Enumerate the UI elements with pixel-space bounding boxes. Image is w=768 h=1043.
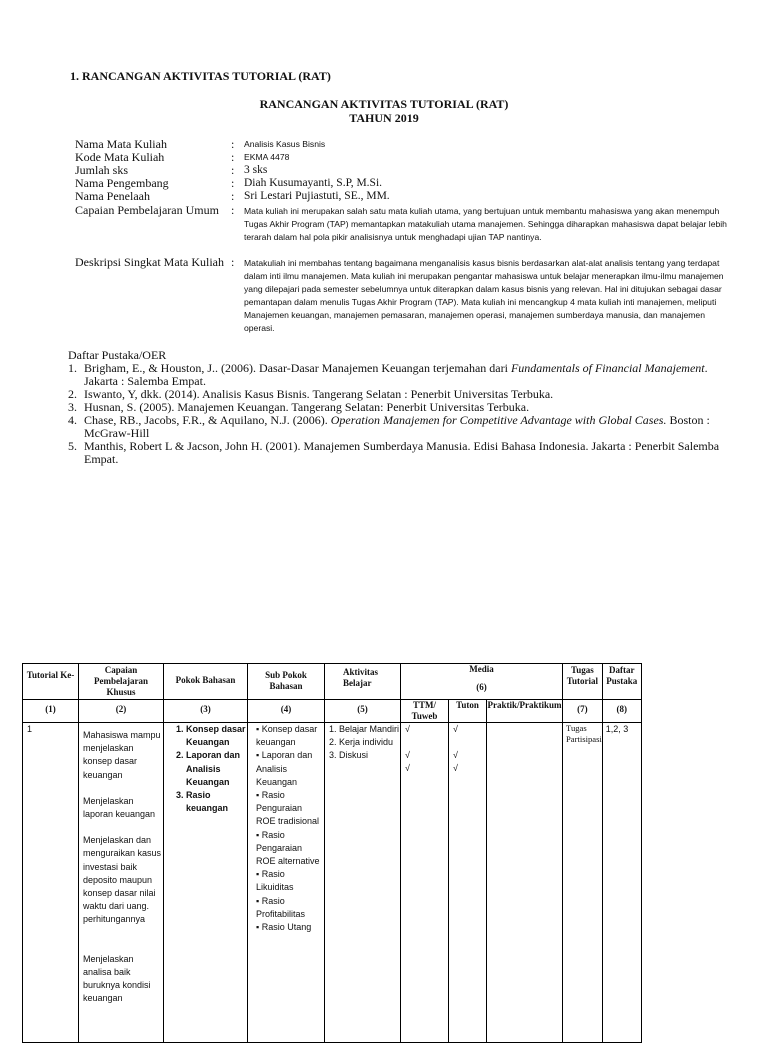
capaian-cell: [79, 723, 164, 1043]
info-value: Analisis Kasus Bisnis: [244, 139, 326, 149]
reference-number: 2.: [68, 387, 77, 401]
pokok-cell: [164, 723, 248, 1043]
reference-item: [68, 362, 738, 388]
header-capaian: Capaian Pembelajaran Khusus: [79, 664, 164, 700]
info-label: Nama Mata Kuliah: [75, 137, 167, 151]
check-mark: √: [453, 763, 458, 774]
reference-tail: . Jakarta : Salemba Empat.: [84, 361, 708, 388]
col-number: (7): [563, 700, 603, 723]
info-value: Diah Kusumayanti, S.P, M.Si.: [244, 177, 383, 189]
header-media-number: (6): [401, 682, 563, 700]
header-daftar: Daftar Pustaka: [602, 664, 641, 700]
capaian-item: Menjelaskan dan menguraikan kasus investasi baik deposito maupun konsep dasar nilai waktu dari uang. perhitungannya: [83, 835, 162, 925]
table-row: [23, 723, 642, 1043]
reference-text: Manthis, Robert L & Jacson, John H. (2001). Manajemen Sumberdaya Manusia. Edisi Bahasa Indonesia. Jakarta : Penerbit Salemba Empat.: [84, 439, 720, 466]
reference-title: Operation Manajemen for Competitive Advantage with Global Cases.: [330, 413, 667, 427]
col-number: (3): [164, 700, 248, 723]
reference-title: Fundamentals of Financial Manajement: [510, 361, 705, 375]
ttm-cell: [401, 723, 449, 1043]
reference-heading: Daftar Pustaka/OER: [68, 348, 167, 362]
info-colon: :: [231, 150, 235, 164]
info-label: Nama Pengembang: [75, 176, 169, 190]
info-value: 3 sks: [244, 164, 268, 176]
aktivitas-cell: [325, 723, 401, 1043]
daftar-cell: 1,2, 3: [602, 723, 641, 1043]
reference-number: 5.: [68, 439, 77, 453]
rat-table: [22, 663, 642, 1043]
header-ttm: TTM/ Tuweb: [401, 700, 449, 723]
reference-number: 4.: [68, 413, 77, 427]
reference-number: 1.: [68, 361, 77, 375]
tugas-cell: Tugas Partisipasi: [563, 723, 603, 1043]
header-sub-pokok: Sub Pokok Bahasan: [248, 664, 325, 700]
info-label: Kode Mata Kuliah: [75, 150, 165, 164]
check-mark: √: [405, 750, 410, 761]
aktivitas-item: 1. Belajar Mandiri: [339, 723, 400, 736]
reference-text: Chase, RB., Jacobs, F.R., & Aquilano, N.J. (2006).: [84, 413, 331, 427]
reference-item: [68, 414, 738, 440]
col-number: (4): [248, 700, 325, 723]
sub-pokok-item: ▪ Rasio Profitabilitas: [256, 895, 324, 921]
header-media: Media: [401, 664, 563, 682]
info-colon: :: [231, 203, 235, 217]
aktivitas-item: 3. Diskusi: [339, 749, 400, 762]
check-mark: [405, 736, 448, 749]
praktik-cell: [487, 723, 563, 1043]
info-label: Jumlah sks: [75, 163, 129, 177]
aktivitas-item: 2. Kerja individu: [339, 736, 400, 749]
header-praktik: Praktik/Praktikum: [487, 700, 563, 723]
header-aktivitas: Aktivitas Belajar: [325, 664, 401, 700]
capaian-item: Menjelaskan analisa baik buruknya kondisi keuangan: [83, 953, 151, 1004]
section-title: 1. RANCANGAN AKTIVITAS TUTORIAL (RAT): [70, 69, 331, 83]
tuton-cell: [449, 723, 487, 1043]
check-mark: [453, 736, 486, 749]
reference-text: Iswanto, Y, dkk. (2014). Analisis Kasus Bisnis. Tangerang Selatan : Penerbit Universitas Terbuka.: [84, 387, 554, 401]
info-value: EKMA 4478: [244, 152, 290, 162]
info-colon: :: [231, 176, 235, 190]
sub-pokok-cell: [248, 723, 325, 1043]
reference-tail: Boston : McGraw-Hill: [84, 413, 710, 440]
sub-pokok-item: ▪ Laporan dan Analisis Keuangan: [256, 749, 324, 789]
sub-pokok-item: ▪ Rasio Likuiditas: [256, 868, 324, 894]
document-year: TAHUN 2019: [349, 111, 419, 125]
sub-pokok-item: ▪ Konsep dasar keuangan: [256, 723, 324, 749]
info-value: Matakuliah ini membahas tentang bagaimana menganalisis kasus bisnis berdasarkan alat-alat analisis tentang yang terdapat dalam inti ilmu manajemen. Mata kuliah ini merupakan pengantar mahasiswa untuk belajar menerapkan ilmu-ilmu manajemen yang dilepajari pada semester sebelumnya untuk diterapkan dalam kasus bisnis yang relevan. Hal ini ditujukan sebagai dasar pemantapan dalam menulis Tugas Akhir Program (TAP). Mata kuliah ini mencangkup 4 mata kuliah inti manajemen, meliputi Manajemen keuangan, manajemen pemasaran, manajemen operasi, manajemen sumberdaya manusia, dan manajemen operasi.: [244, 258, 724, 333]
capaian-item: Mahasiswa mampu menjelaskan konsep dasar keuangan: [83, 730, 161, 780]
info-colon: :: [231, 255, 235, 269]
sub-pokok-item: ▪ Rasio Utang: [256, 921, 324, 934]
info-colon: :: [231, 163, 235, 177]
sub-pokok-item: ▪ Rasio Penguraian ROE tradisional: [256, 789, 324, 829]
info-value: Mata kuliah ini merupakan salah satu mata kuliah utama, yang bertujuan untuk membantu mahasiswa yang akan menempuh Tugas Akhir Program (TAP) memantapkan matakuliah utama manajemen. Sehingga diharapkan mahasiswa dapat belajar lebih terarah dalam hal pola pikir analisisnya untuk menghadapi ujian TAP nantinya.: [244, 206, 727, 242]
info-label: Capaian Pembelajaran Umum: [75, 203, 219, 217]
pokok-item: 2. Laporan dan Analisis Keuangan: [186, 749, 247, 789]
col-number: (2): [79, 700, 164, 723]
capaian-item: Menjelaskan laporan keuangan: [83, 795, 156, 820]
col-number: (1): [23, 700, 79, 723]
check-mark: √: [405, 724, 410, 734]
pokok-item: 3. Rasio keuangan: [186, 789, 247, 815]
info-value: Sri Lestari Pujiastuti, SE., MM.: [244, 190, 390, 202]
reference-list: [68, 349, 738, 466]
header-pokok: Pokok Bahasan: [164, 664, 248, 700]
tutorial-number: 1: [23, 723, 79, 1043]
sub-pokok-item: ▪ Rasio Pengaraian ROE alternative: [256, 829, 324, 869]
pokok-item: 1. Konsep dasar Keuangan: [186, 723, 247, 749]
header-tutorial: Tutorial Ke-: [23, 664, 79, 700]
header-tuton: Tuton: [449, 700, 487, 723]
reference-text: Husnan, S. (2005). Manajemen Keuangan. Tangerang Selatan: Penerbit Universitas Terbuka.: [84, 400, 530, 414]
info-colon: :: [231, 189, 235, 203]
col-number: (5): [325, 700, 401, 723]
info-label: Nama Penelaah: [75, 189, 150, 203]
check-mark: √: [453, 750, 458, 761]
info-colon: :: [231, 137, 235, 151]
reference-item: [68, 440, 738, 466]
check-mark: √: [453, 724, 458, 734]
reference-text: Brigham, E., & Houston, J.. (2006). Dasar-Dasar Manajemen Keuangan terjemahan dari: [84, 361, 511, 375]
document-title: RANCANGAN AKTIVITAS TUTORIAL (RAT): [259, 97, 509, 111]
info-label: Deskripsi Singkat Mata Kuliah: [75, 255, 224, 269]
col-number: (8): [602, 700, 641, 723]
check-mark: √: [405, 763, 410, 774]
reference-number: 3.: [68, 400, 77, 414]
header-tugas: Tugas Tutorial: [563, 664, 603, 700]
